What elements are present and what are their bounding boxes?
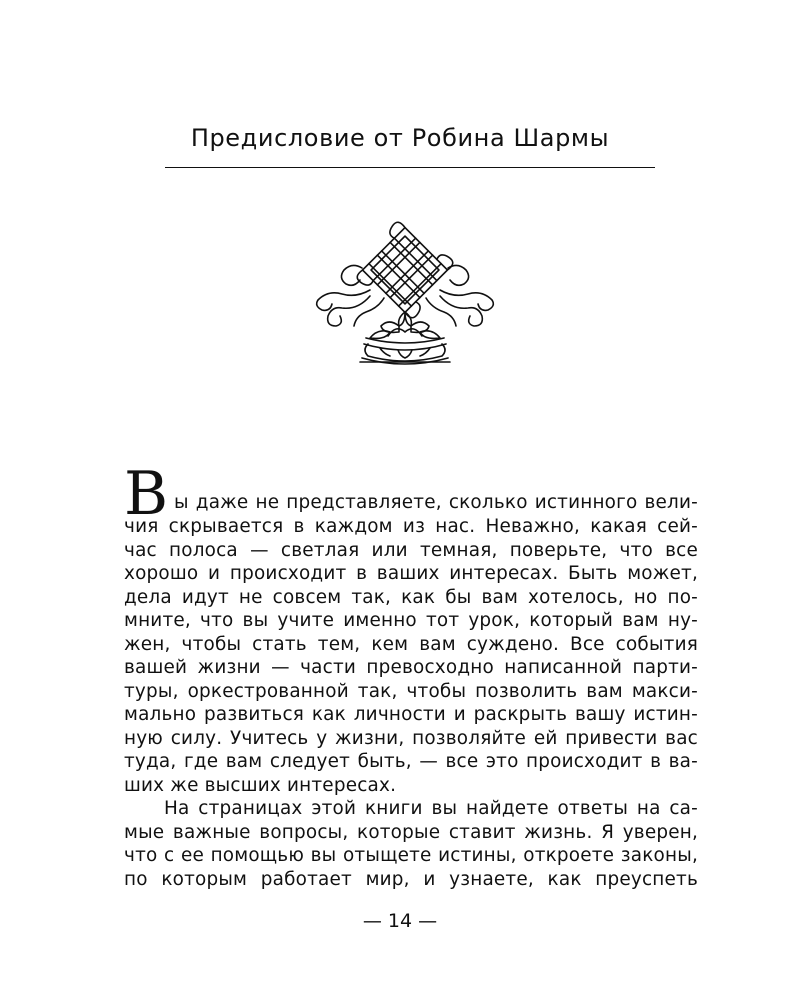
text-line: хорошо и происходит в ваших интересах. Быть может, [124, 563, 698, 584]
text-line: ы даже не представляете, сколько истинного вели- [174, 492, 698, 513]
text-line: по которым работает мир, и узнаете, как преуспеть [124, 868, 698, 890]
text-line: мально развиться как личности и раскрыть вашу истин- [124, 704, 698, 725]
text-line: туры, оркестрованной так, чтобы позволить вам макси- [124, 680, 698, 702]
text-line: мые важные вопросы, которые ставит жизнь. Я уверен, [124, 821, 698, 843]
title-rule [165, 167, 655, 168]
text-line: мните, что вы учите именно тот урок, который вам ну- [124, 610, 698, 631]
text-line: ших же высших интересах. [124, 774, 397, 796]
drop-cap: В [124, 459, 169, 529]
text-line: час полоса — светлая или темная, поверьте, что все [124, 539, 698, 561]
text-line: дела идут не совсем так, как бы вам хотелось, но по- [124, 586, 698, 608]
text-line: ную силу. Учитесь у жизни, позволяйте ей привести вас [124, 727, 698, 749]
text-line: жен, чтобы стать тем, кем вам суждено. Все события [124, 633, 698, 655]
text-line: На страницах этой книги вы найдете ответы на са- [164, 798, 698, 819]
body-text [124, 459, 698, 891]
chapter-title: Предисловие от Робина Шармы [190, 124, 610, 152]
endless-knot-on-lotus-icon [310, 220, 500, 365]
page-number: — 14 — [362, 910, 438, 932]
text-line: вашей жизни — части превосходно написанной парти- [124, 657, 698, 678]
text-line: чия скрывается в каждом из нас. Неважно, какая сей- [124, 516, 698, 537]
text-line: туда, где вам следует быть, — все это происходит в ва- [124, 751, 698, 772]
text-line: что с ее помощью вы отыщете истины, откроете законы, [124, 845, 698, 866]
